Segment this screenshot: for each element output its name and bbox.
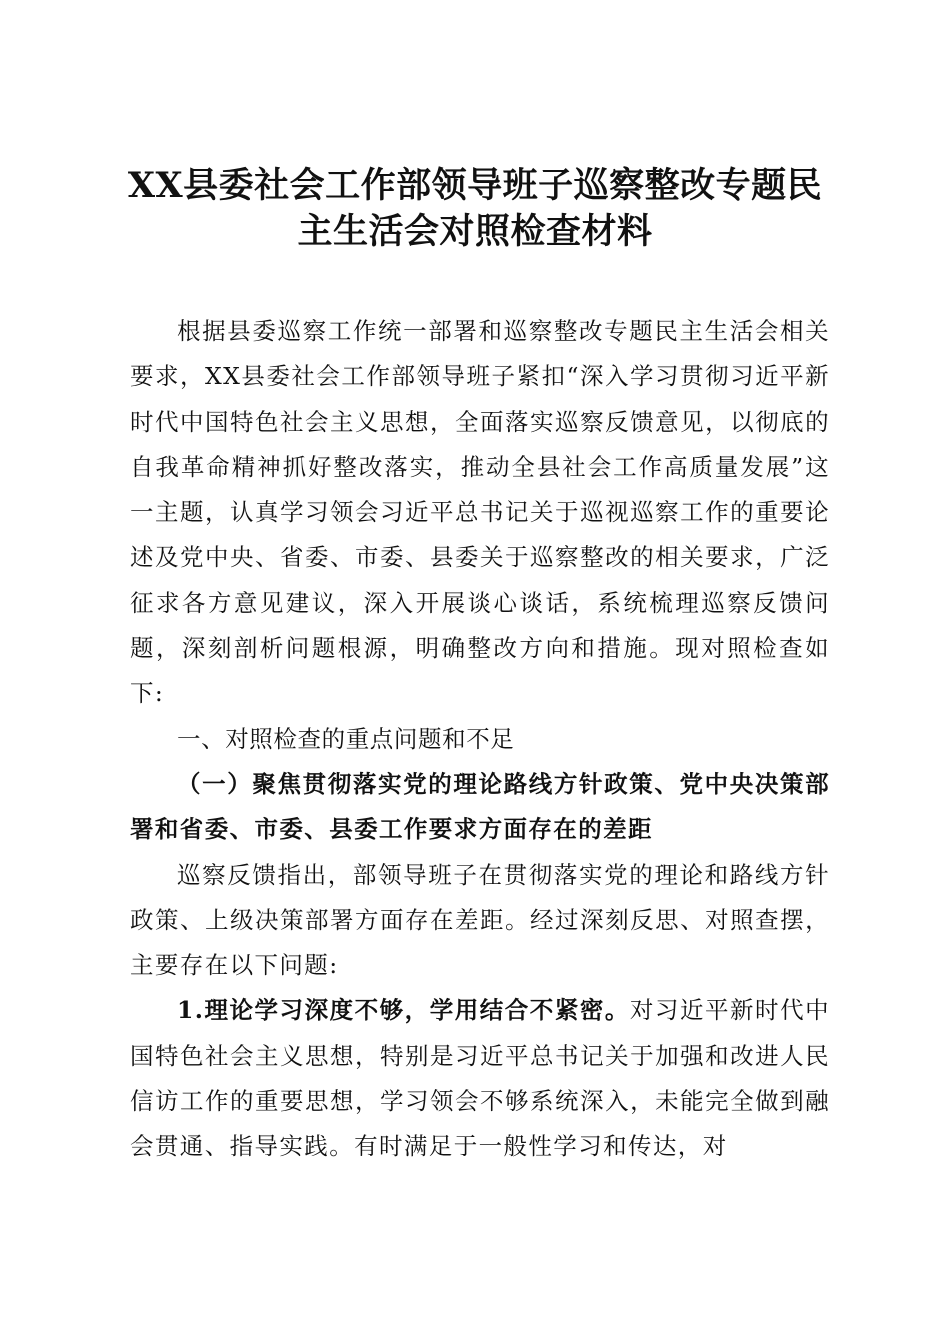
subsection-1-heading: （一）聚焦贯彻落实党的理论路线方针政策、党中央决策部署和省委、市委、县委工作要求方面存在的差距	[130, 769, 830, 844]
title-line-1: XX县委社会工作部领导班子巡察整改专题民	[127, 165, 823, 206]
title-line-2: 主生活会对照检查材料	[297, 211, 653, 252]
item-1-text: 对习近平新时代中国特色社会主义思想，特别是习近平总书记关于加强和改进人民信访工作的重要思想，学习领会不够系统深入，未能完全做到融会贯通、指导实践。有时满足于一般性学习和传达，对	[130, 996, 830, 1161]
item-1-paragraph	[130, 988, 830, 1169]
section-1-heading: 一、对照检查的重点问题和不足	[177, 724, 515, 753]
item-1-lead: 1.理论学习深度不够，学用结合不紧密。	[177, 996, 630, 1025]
subsection-1-paragraph: 巡察反馈指出，部领导班子在贯彻落实党的理论和路线方针政策、上级决策部署方面存在差距。经过深刻反思、对照查摆，主要存在以下问题:	[130, 860, 830, 980]
intro-paragraph: 根据县委巡察工作统一部署和巡察整改专题民主生活会相关要求，XX县委社会工作部领导班子紧扣“深入学习贯彻习近平新时代中国特色社会主义思想，全面落实巡察反馈意见，以彻底的自我革命精神抓好整改落实，推动全县社会工作高质量发展”这一主题，认真学习领会习近平总书记关于巡视巡察工作的重要论述及党中央、省委、市委、县委关于巡察整改的相关要求，广泛征求各方意见建议，深入开展谈心谈话，系统梳理巡察反馈问题，深刻剖析问题根源，明确整改方向和措施。现对照检查如下:	[130, 317, 830, 708]
document-body	[130, 309, 830, 1170]
document-title	[120, 163, 830, 255]
